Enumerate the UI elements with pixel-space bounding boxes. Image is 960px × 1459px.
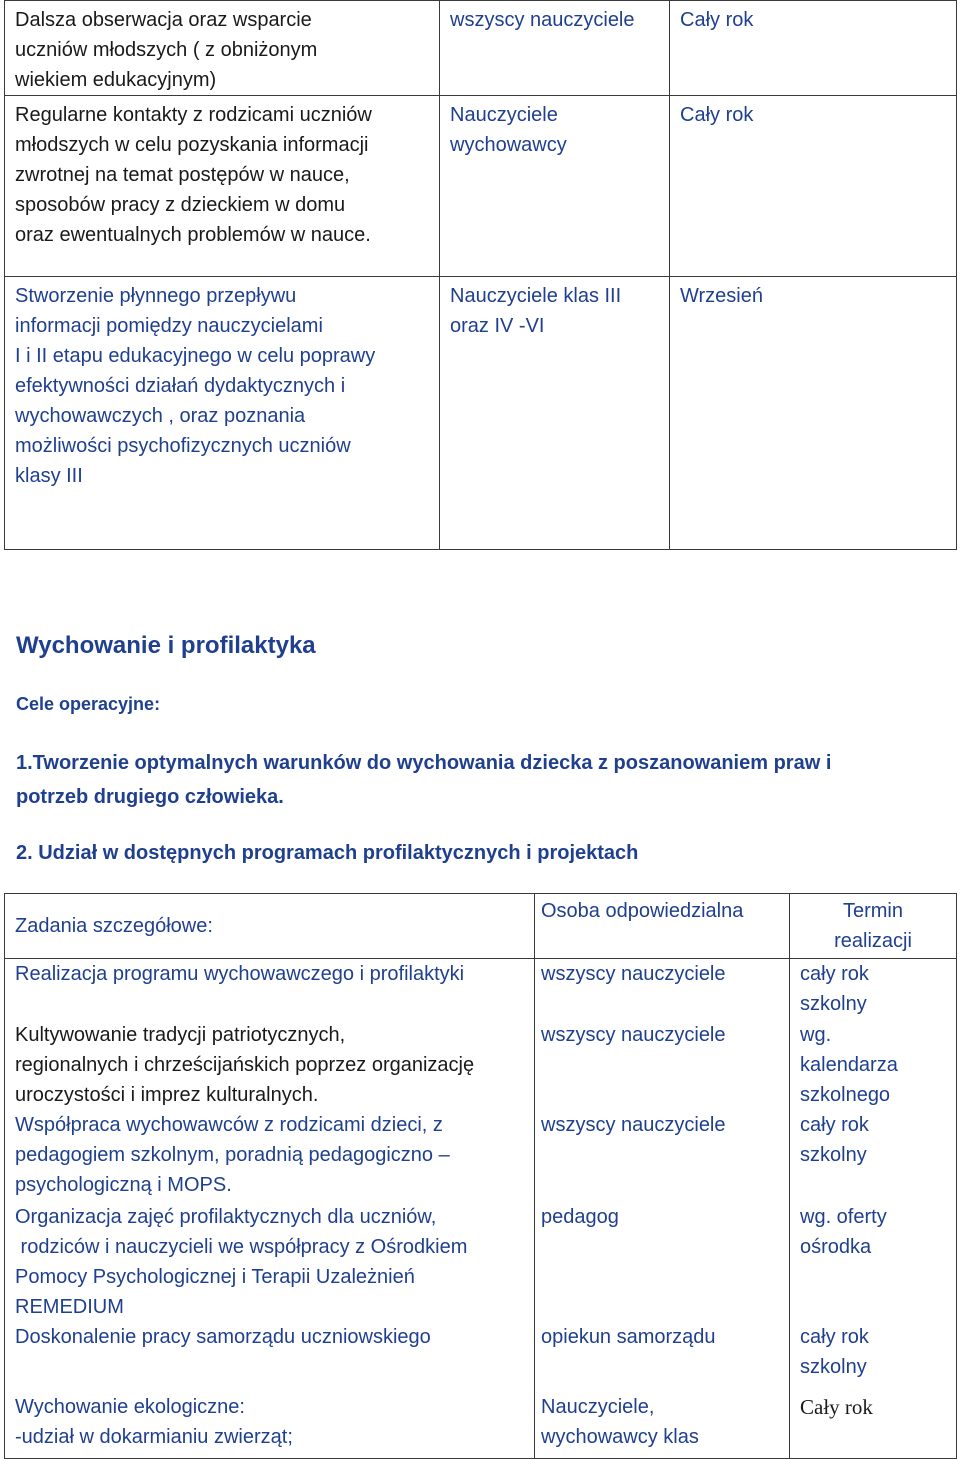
task-text: psychologiczną i MOPS. <box>15 1173 232 1196</box>
header-responsible-text: Osoba odpowiedzialna <box>541 900 744 922</box>
task-text: Regularne kontakty z rodzicami uczniów <box>15 104 372 126</box>
responsible-text: wszyscy nauczyciele <box>541 1023 726 1046</box>
responsible-text: Nauczyciele <box>450 104 558 126</box>
responsible-cell <box>440 96 670 277</box>
task-text: Realizacja programu wychowawczego i profilaktyki <box>15 963 465 985</box>
header-task-text: Zadania szczegółowe: <box>15 915 213 937</box>
deadline-text: cały rok <box>800 1325 869 1348</box>
deadline-text: szkolny <box>800 1355 867 1378</box>
task-text: Dalsza obserwacja oraz wsparcie <box>15 9 312 31</box>
task-text: Organizacja zajęć profilaktycznych dla uczniów, <box>15 1205 437 1228</box>
deadline-cell <box>790 1202 957 1322</box>
responsible-cell <box>535 1322 790 1382</box>
responsible-text: Nauczyciele, <box>541 1395 655 1418</box>
deadline-text: Wrzesień <box>680 285 763 307</box>
task-text: młodszych w celu pozyskania informacji <box>15 134 369 156</box>
deadline-text: kalendarza <box>800 1053 898 1076</box>
task-text: Doskonalenie pracy samorządu uczniowskiego <box>15 1325 431 1348</box>
header-deadline-text: realizacji <box>834 930 912 952</box>
deadline-cell <box>790 1020 957 1110</box>
detailed-task-table <box>4 893 957 1459</box>
table-row <box>5 1110 957 1202</box>
responsible-cell <box>535 959 790 1020</box>
responsible-cell <box>535 1202 790 1322</box>
responsible-text: wszyscy nauczyciele <box>541 1113 726 1136</box>
goal-2 <box>16 836 638 870</box>
responsible-cell <box>535 1020 790 1110</box>
responsible-cell <box>535 1382 790 1459</box>
task-text: REMEDIUM <box>15 1295 124 1318</box>
deadline-cell <box>790 959 957 1020</box>
deadline-cell <box>670 277 957 550</box>
header-deadline-cell <box>790 894 957 959</box>
table-row <box>5 1322 957 1382</box>
section-heading: Wychowanie i profilaktyka <box>16 632 316 659</box>
deadline-text: Cały rok <box>800 1394 873 1419</box>
goal-text: potrzeb drugiego człowieka. <box>16 786 284 808</box>
header-task-cell <box>5 894 535 959</box>
task-cell <box>5 1382 535 1459</box>
responsible-cell <box>440 1 670 96</box>
table-row <box>5 1202 957 1322</box>
table-row <box>5 1 957 96</box>
deadline-text: ośrodka <box>800 1235 872 1258</box>
table-header-row <box>5 894 957 959</box>
responsible-text: pedagog <box>541 1205 619 1228</box>
task-text: zwrotnej na temat postępów w nauce, <box>15 164 350 186</box>
task-cell <box>5 1322 535 1382</box>
responsible-text: wychowawcy <box>450 134 567 156</box>
deadline-text: cały rok <box>800 1113 869 1136</box>
deadline-cell <box>670 96 957 277</box>
task-text: wiekiem edukacyjnym) <box>15 69 217 91</box>
top-task-table <box>4 0 957 550</box>
task-cell <box>5 1110 535 1202</box>
task-text: I i II etapu edukacyjnego w celu poprawy <box>15 345 376 367</box>
task-text: Współpraca wychowawców z rodzicami dzieci, z <box>15 1113 443 1136</box>
deadline-cell <box>670 1 957 96</box>
task-text: -udział w dokarmianiu zwierząt; <box>15 1425 293 1448</box>
table-row <box>5 277 957 550</box>
table-row <box>5 96 957 277</box>
deadline-cell <box>790 1382 957 1459</box>
task-text: uroczystości i imprez kulturalnych. <box>15 1083 319 1106</box>
task-text: Wychowanie ekologiczne: <box>15 1395 245 1418</box>
deadline-text: szkolny <box>800 1143 867 1166</box>
section-subheading: Cele operacyjne: <box>16 694 161 714</box>
task-text: sposobów pracy z dzieckiem w domu <box>15 194 346 216</box>
deadline-text: wg. <box>800 1023 832 1046</box>
task-text: możliwości psychofizycznych uczniów <box>15 435 351 457</box>
task-text: regionalnych i chrześcijańskich poprzez organizację <box>15 1053 475 1076</box>
deadline-text: Cały rok <box>680 9 754 31</box>
table-row <box>5 1020 957 1110</box>
task-text: uczniów młodszych ( z obniżonym <box>15 39 318 61</box>
goal-text: 2. Udział w dostępnych programach profilaktycznych i projektach <box>16 842 639 864</box>
responsible-text: wszyscy nauczyciele <box>541 963 726 985</box>
task-cell <box>5 96 440 277</box>
responsible-text: wychowawcy klas <box>541 1425 699 1448</box>
responsible-cell <box>535 1110 790 1202</box>
responsible-text: oraz IV -VI <box>450 315 545 337</box>
deadline-text: cały rok <box>800 963 869 985</box>
responsible-text: wszyscy nauczyciele <box>450 9 635 31</box>
table-row <box>5 959 957 1020</box>
task-text: rodziców i nauczycieli we współpracy z Ośrodkiem <box>15 1235 468 1258</box>
deadline-text: wg. oferty <box>800 1205 887 1228</box>
task-text: pedagogiem szkolnym, poradnią pedagogiczno – <box>15 1143 450 1166</box>
responsible-text: Nauczyciele klas III <box>450 285 622 307</box>
task-cell <box>5 1 440 96</box>
deadline-cell <box>790 1110 957 1202</box>
deadline-cell <box>790 1322 957 1382</box>
deadline-text: Cały rok <box>680 104 754 126</box>
task-text: efektywności działań dydaktycznych i <box>15 375 346 397</box>
header-deadline-text: Termin <box>842 900 903 922</box>
deadline-text: szkolnego <box>800 1083 891 1106</box>
responsible-cell <box>440 277 670 550</box>
table-row <box>5 1382 957 1459</box>
task-text: Pomocy Psychologicznej i Terapii Uzależnień <box>15 1265 415 1288</box>
responsible-text: opiekun samorządu <box>541 1325 716 1348</box>
goal-1 <box>16 746 831 814</box>
task-text: oraz ewentualnych problemów w nauce. <box>15 224 371 246</box>
goal-text: 1.Tworzenie optymalnych warunków do wychowania dziecka z poszanowaniem praw i <box>16 752 832 774</box>
header-responsible-cell <box>535 894 790 959</box>
task-cell <box>5 277 440 550</box>
deadline-text: szkolny <box>800 993 867 1015</box>
task-cell <box>5 1202 535 1322</box>
task-text: klasy III <box>15 465 83 487</box>
task-text: Kultywowanie tradycji patriotycznych, <box>15 1023 346 1046</box>
task-cell <box>5 959 535 1020</box>
task-text: Stworzenie płynnego przepływu <box>15 285 297 307</box>
task-text: wychowawczych , oraz poznania <box>15 405 306 427</box>
task-cell <box>5 1020 535 1110</box>
task-text: informacji pomiędzy nauczycielami <box>15 315 323 337</box>
